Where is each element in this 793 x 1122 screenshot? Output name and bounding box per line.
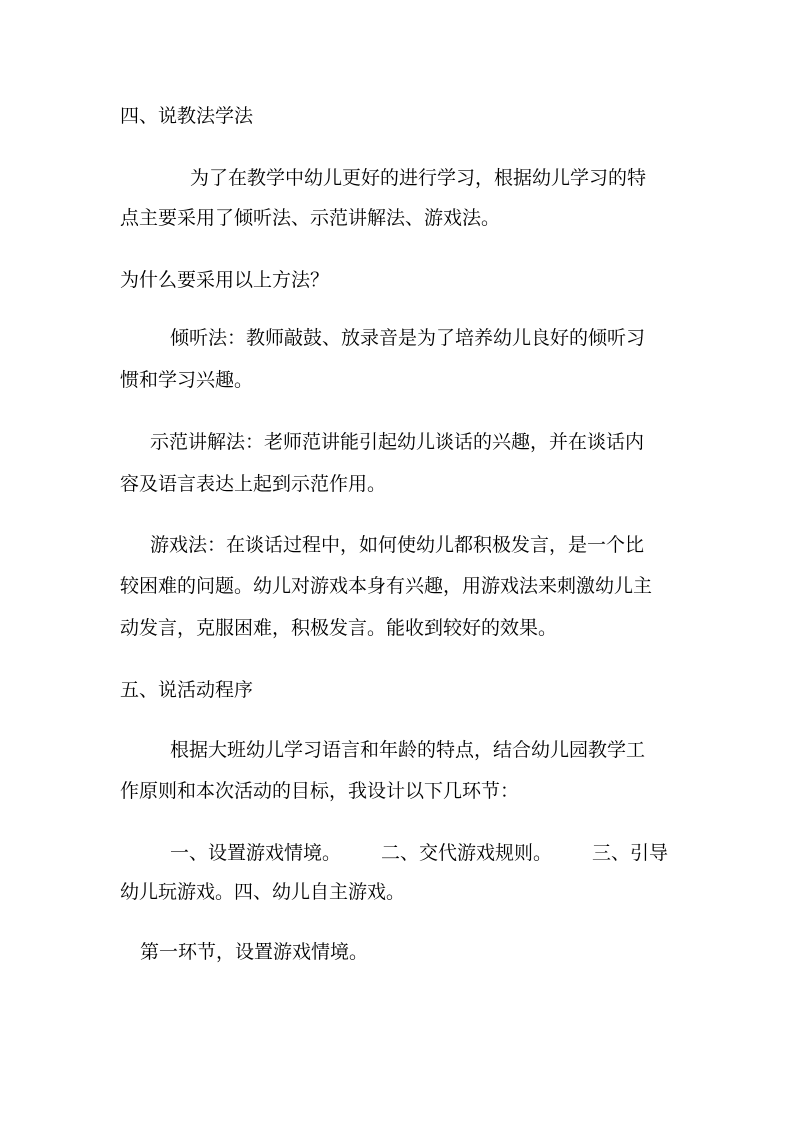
step-3-part-2: 幼儿玩游戏。: [120, 881, 235, 903]
section-5-intro-line-2: 作原则和本次活动的目标，我设计以下几环节：: [120, 780, 520, 802]
listening-method-line-1: 倾听法：教师敲鼓、放录音是为了培养幼儿良好的倾听习: [170, 327, 646, 349]
steps-line-2: [120, 880, 405, 904]
steps-line-1: [170, 841, 668, 865]
listening-method-line-2: 惯和学习兴趣。: [120, 369, 254, 391]
first-step-heading: 第一环节，设置游戏情境。: [140, 941, 369, 963]
demo-method-line-1: 示范讲解法：老师范讲能引起幼儿谈话的兴趣，并在谈话内: [150, 431, 645, 453]
game-method-line-1: 游戏法：在谈话过程中，如何使幼儿都积极发言，是一个比: [150, 534, 645, 556]
step-3-part-1: 三、引导: [592, 842, 669, 864]
section-5-intro-line-1: 根据大班幼儿学习语言和年龄的特点，结合幼儿园教学工: [170, 739, 646, 761]
section-4-heading: 四、说教法学法: [120, 105, 254, 127]
step-1: 一、设置游戏情境。: [170, 842, 342, 864]
section-4-intro-line-2: 点主要采用了倾听法、示范讲解法、游戏法。: [120, 207, 501, 229]
methods-question: 为什么要采用以上方法？: [120, 269, 330, 291]
section-5-heading: 五、说活动程序: [120, 679, 254, 701]
step-4: 四、幼儿自主游戏。: [234, 881, 406, 903]
step-2: 二、交代游戏规则。: [381, 842, 553, 864]
game-method-line-3: 动发言，克服困难，积极发言。能收到较好的效果。: [120, 617, 558, 639]
section-4-intro-line-1: 为了在教学中幼儿更好的进行学习，根据幼儿学习的特: [190, 167, 647, 189]
game-method-line-2: 较困难的问题。幼儿对游戏本身有兴趣，用游戏法来刺激幼儿主: [120, 575, 653, 597]
demo-method-line-2: 容及语言表达上起到示范作用。: [120, 473, 387, 495]
